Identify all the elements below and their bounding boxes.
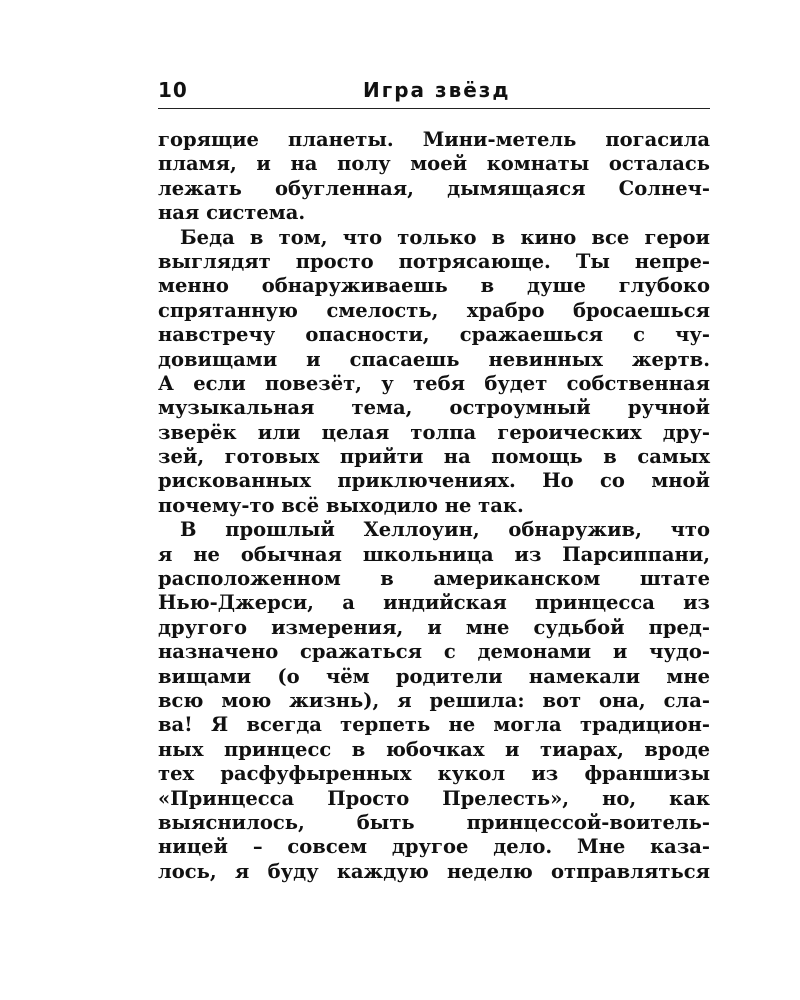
page-number: 10 — [158, 78, 188, 102]
running-title: Игра звёзд — [363, 78, 511, 102]
text-line: всю мою жизнь), я решила: вот она, сла- — [158, 688, 710, 712]
text-line: я не обычная школьница из Парсиппани, — [158, 542, 710, 566]
text-line: тех расфуфыренных кукол из франшизы — [158, 762, 710, 786]
text-line: менно обнаруживаешь в душе глубоко — [158, 274, 710, 298]
text-line: зей, готовых прийти на помощь в самых — [158, 445, 710, 469]
body-text — [158, 128, 710, 884]
text-line: лежать обугленная, дымящаяся Солнеч- — [158, 176, 710, 200]
text-line: ницей – совсем другое дело. Мне каза- — [158, 835, 710, 859]
text-line: другого измерения, и мне судьбой пред- — [158, 615, 710, 639]
text-line: ная система. — [158, 201, 306, 225]
text-line: Нью-Джерси, а индийская принцесса из — [158, 591, 710, 615]
text-line: пламя, и на полу моей комнаты осталась — [158, 152, 710, 176]
text-line: ных принцесс в юбочках и тиарах, вроде — [158, 737, 710, 761]
text-line: навстречу опасности, сражаешься с чу- — [158, 323, 710, 347]
text-line: «Принцесса Просто Прелесть», но, как — [158, 786, 710, 810]
text-line: горящие планеты. Мини-метель погасила — [158, 128, 710, 151]
text-line: выглядят просто потрясающе. Ты непре- — [158, 249, 710, 273]
text-line: назначено сражаться с демонами и чудо- — [158, 640, 710, 664]
text-line: вищами (о чём родители намекали мне — [158, 664, 710, 688]
text-line: ва! Я всегда терпеть не могла традицион- — [158, 713, 710, 737]
paragraph-first-line: В прошлый Хеллоуин, обнаружив, что — [180, 518, 710, 542]
text-line: музыкальная тема, остроумный ручной — [158, 396, 710, 420]
text-line: лось, я буду каждую неделю отправляться — [158, 859, 710, 883]
text-line: выяснилось, быть принцессой-воитель- — [158, 810, 710, 834]
text-line: зверёк или целая толпа героических дру- — [158, 420, 710, 444]
text-line: А если повезёт, у тебя будет собственная — [158, 371, 710, 395]
text-line: спрятанную смелость, храбро бросаешься — [158, 298, 710, 322]
text-line: рискованных приключениях. Но со мной — [158, 469, 710, 493]
text-line: почему-то всё выходило не так. — [158, 493, 524, 517]
text-line: расположенном в американском штате — [158, 567, 710, 591]
text-line: довищами и спасаешь невинных жертв. — [158, 347, 710, 371]
paragraph-first-line: Беда в том, что только в кино все герои — [180, 225, 710, 249]
page-header — [158, 78, 710, 109]
